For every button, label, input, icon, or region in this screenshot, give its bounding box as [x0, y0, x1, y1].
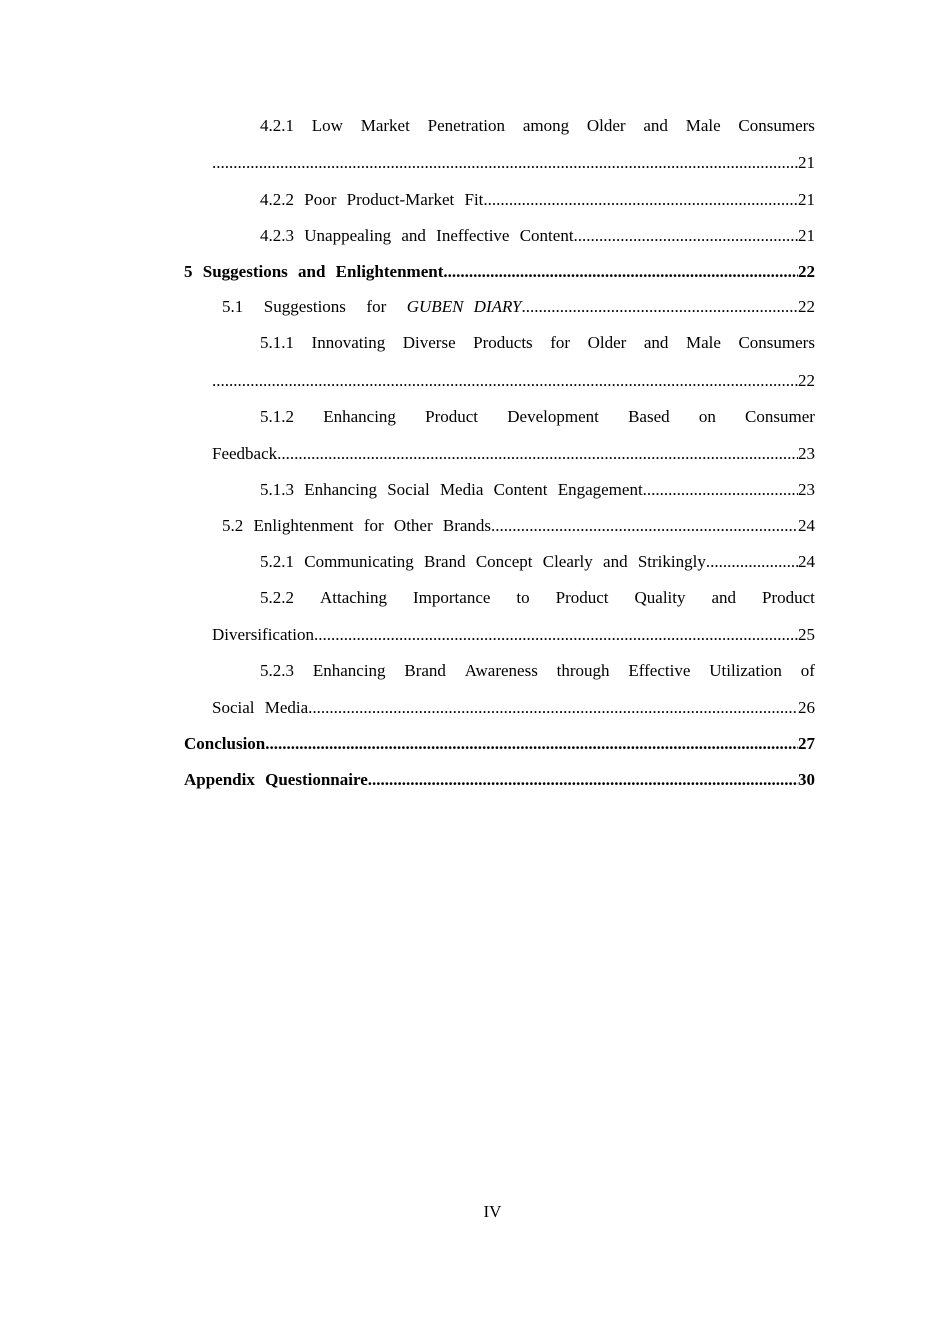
- toc-entry-5-1-1-words[interactable]: [260, 331, 815, 355]
- toc-word: Quality: [634, 588, 686, 607]
- toc-word: Product: [762, 588, 815, 607]
- toc-entry-conclusion[interactable]: [184, 732, 815, 756]
- toc-entry-title: 5 Suggestions and Enlightenment: [184, 262, 444, 281]
- page-number: 25: [798, 625, 815, 644]
- toc-entry-5-2[interactable]: [222, 514, 815, 538]
- dot-leader: [265, 732, 798, 756]
- toc-entry-continuation: Feedback: [212, 444, 278, 463]
- toc-word: Based: [628, 407, 670, 426]
- toc-word: Awareness: [464, 661, 538, 680]
- dot-leader: [522, 295, 798, 319]
- toc-entry-5[interactable]: [184, 260, 815, 284]
- toc-entry-5-1[interactable]: [222, 295, 815, 319]
- dot-leader: [483, 188, 798, 212]
- page-number: 24: [798, 516, 815, 535]
- toc-word: Importance: [413, 588, 491, 607]
- toc-entry-4-2-3[interactable]: [260, 224, 815, 248]
- page-number: 21: [798, 190, 815, 209]
- toc-word: Male: [685, 333, 721, 352]
- toc-entry-5-1-3[interactable]: [260, 478, 815, 502]
- brand-name: GUBEN DIARY: [406, 297, 522, 316]
- toc-entry-title: 5.2.1 Communicating Brand Concept Clearly and Strikingly: [260, 552, 706, 571]
- dot-leader: [308, 696, 798, 720]
- page-number: 30: [798, 770, 815, 789]
- toc-word: for: [550, 333, 571, 352]
- toc-word: 5.2.2: [260, 588, 294, 607]
- toc-word: of: [800, 661, 815, 680]
- toc-word: 5.1.1: [260, 333, 294, 352]
- toc-word: 5.2.3: [260, 661, 294, 680]
- toc-word: and: [643, 333, 669, 352]
- page-number: 21: [798, 153, 815, 172]
- toc-word: Penetration: [427, 116, 506, 135]
- toc-entry-5-2-1[interactable]: [260, 550, 815, 574]
- toc-word: on: [698, 407, 716, 426]
- toc-word: Product: [425, 407, 479, 426]
- toc-entry-4-2-1-leader[interactable]: [212, 151, 815, 175]
- dot-leader: [368, 768, 798, 792]
- dot-leader: [212, 151, 798, 175]
- toc-entry-5-1-2-words[interactable]: [260, 405, 815, 429]
- page-number: 24: [798, 552, 815, 571]
- page-number: 22: [798, 262, 815, 281]
- dot-leader: [643, 478, 798, 502]
- toc-word: and: [643, 116, 668, 135]
- toc-word: Effective: [628, 661, 691, 680]
- toc-word: and: [711, 588, 737, 607]
- toc-entry-continuation: Diversification: [212, 625, 314, 644]
- toc-word: Low: [311, 116, 343, 135]
- page-number: 21: [798, 226, 815, 245]
- toc-word: Consumers: [738, 116, 815, 135]
- toc-entry-title: [222, 295, 522, 319]
- toc-entry-continuation: Social Media: [212, 698, 309, 717]
- toc-word: Diverse: [402, 333, 456, 352]
- toc-word: 5.1.2: [260, 407, 294, 426]
- toc-word: 4.2.1: [260, 116, 294, 135]
- toc-word: to: [516, 588, 530, 607]
- page-footer-number: IV: [483, 1202, 502, 1221]
- toc-word: Brand: [404, 661, 446, 680]
- toc-entry-title: 5.2 Enlightenment for Other Brands: [222, 516, 492, 535]
- toc-word: Development: [507, 407, 599, 426]
- page-number: 23: [798, 444, 815, 463]
- toc-entry-title: Appendix Questionnaire: [184, 770, 368, 789]
- dot-leader: [443, 260, 798, 284]
- toc-entry-5-1-2-leader[interactable]: [212, 442, 815, 466]
- toc-entry-5-2-2-leader[interactable]: [212, 623, 815, 647]
- toc-entry-5-1-1-leader[interactable]: [212, 369, 815, 393]
- dot-leader: [706, 550, 798, 574]
- dot-leader: [277, 442, 798, 466]
- toc-entry-4-2-1-words[interactable]: [260, 114, 815, 138]
- toc-entry-title: Conclusion: [184, 734, 266, 753]
- toc-entry-title: 4.2.2 Poor Product-Market Fit: [260, 190, 484, 209]
- toc-word: among: [522, 116, 570, 135]
- page-number: 22: [798, 371, 815, 390]
- page-number: 22: [798, 297, 815, 316]
- toc-entry-5-2-2-words[interactable]: [260, 586, 815, 610]
- page-number: 27: [798, 734, 815, 753]
- page-number: 26: [798, 698, 815, 717]
- page-number: 23: [798, 480, 815, 499]
- toc-word: Older: [587, 333, 627, 352]
- toc-word: Innovating: [311, 333, 386, 352]
- toc-word: Consumers: [738, 333, 815, 352]
- toc-entry-4-2-2[interactable]: [260, 188, 815, 212]
- toc-word: Enhancing: [312, 661, 386, 680]
- toc-entry-title: 5.1.3 Enhancing Social Media Content Engagement: [260, 480, 643, 499]
- toc-word: Utilization: [709, 661, 782, 680]
- dot-leader: [314, 623, 798, 647]
- dot-leader: [491, 514, 798, 538]
- toc-word: Older: [586, 116, 626, 135]
- dot-leader: [574, 224, 798, 248]
- toc-word: Attaching: [319, 588, 388, 607]
- toc-entry-5-2-3-words[interactable]: [260, 659, 815, 683]
- toc-word: Product: [555, 588, 609, 607]
- toc-word: through: [556, 661, 610, 680]
- toc-word: Enhancing: [323, 407, 396, 426]
- toc-word: Male: [685, 116, 721, 135]
- toc-word: Products: [473, 333, 533, 352]
- toc-word: Market: [360, 116, 410, 135]
- toc-word: Consumer: [745, 407, 815, 426]
- dot-leader: [212, 369, 798, 393]
- toc-entry-prefix: 5.1 Suggestions for: [222, 297, 407, 316]
- toc-entry-appendix[interactable]: [184, 768, 815, 792]
- toc-entry-title: 4.2.3 Unappealing and Ineffective Content: [260, 226, 574, 245]
- toc-entry-5-2-3-leader[interactable]: [212, 696, 815, 720]
